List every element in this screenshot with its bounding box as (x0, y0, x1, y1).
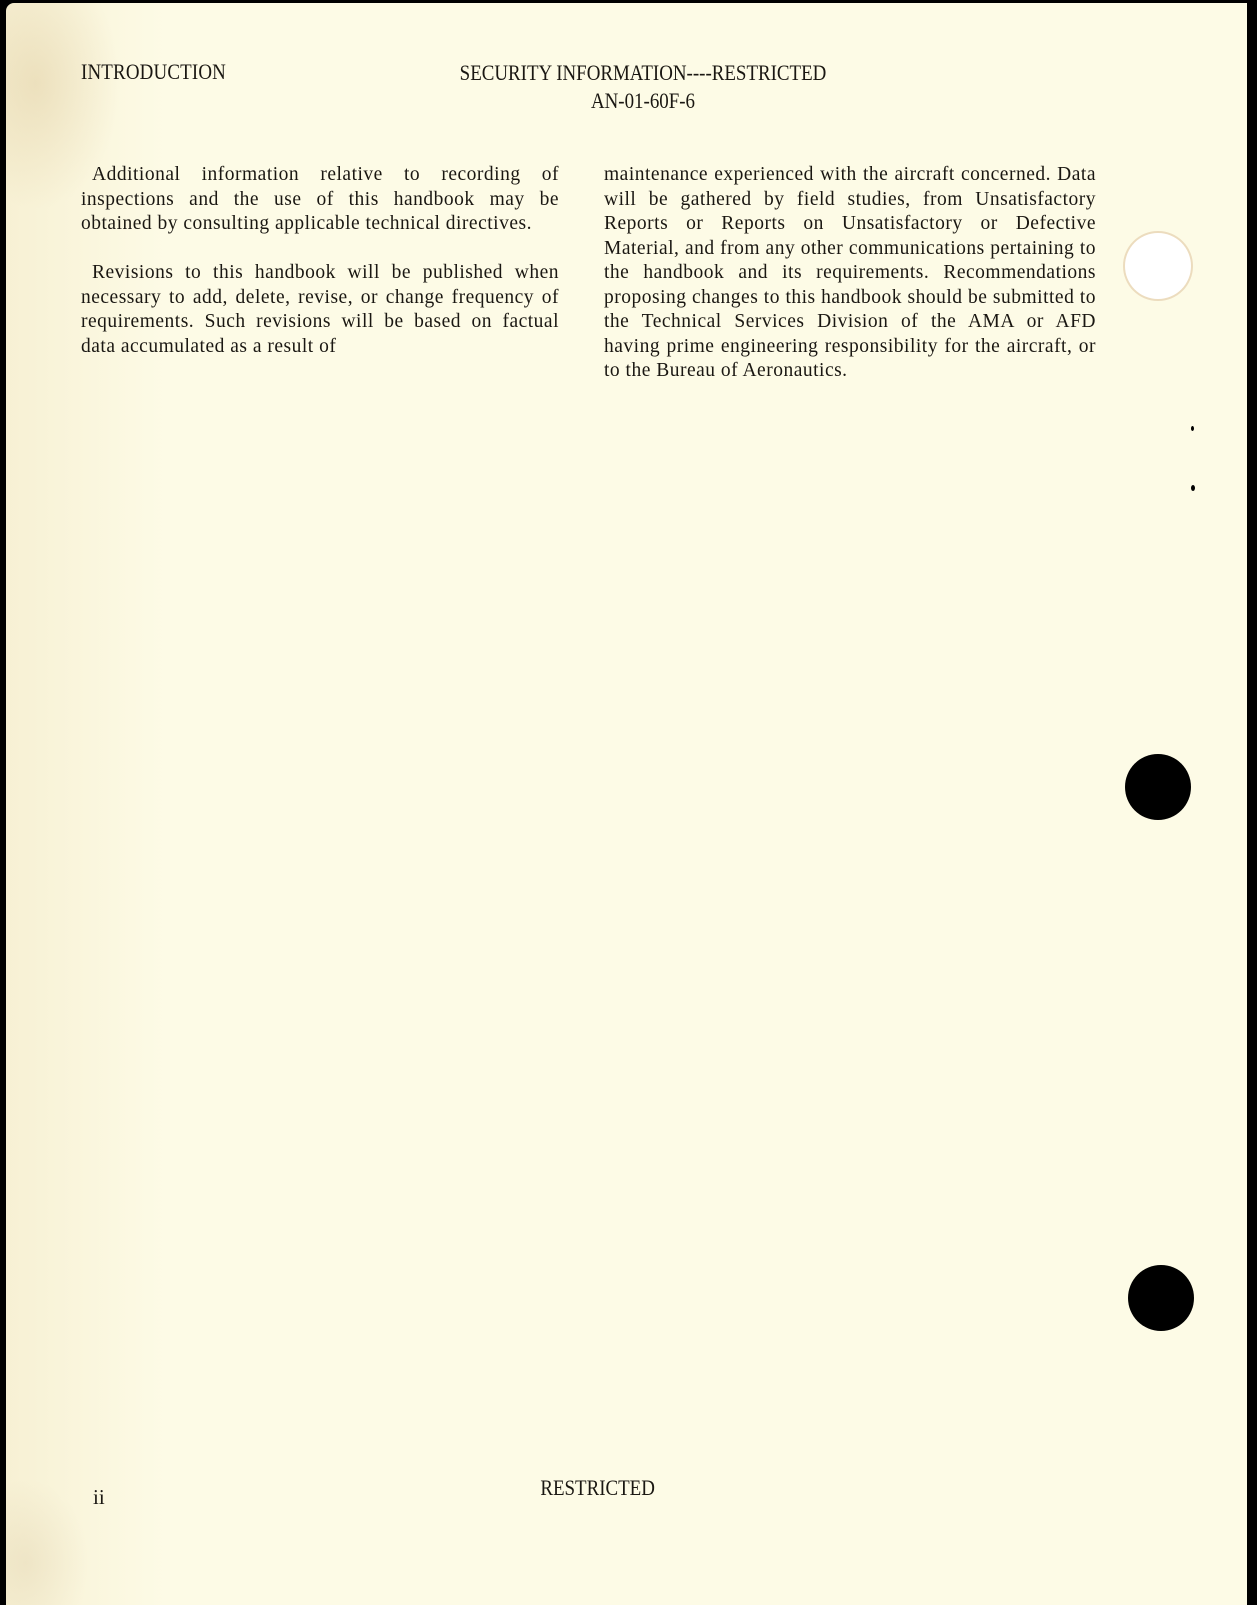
ink-speck (1191, 426, 1194, 431)
punch-hole-top (1125, 233, 1191, 299)
paragraph-revisions: Revisions to this handbook will be published when necessary to add, delete, revise, or change frequency of requirements. Such revisions will be based on factual data accumulated as a result of (81, 262, 559, 357)
paragraph-additional-information: Additional information relative to recording of inspections and the use of this handbook may be obtained by consulting applicable technical directives. (81, 164, 559, 234)
left-column (81, 163, 559, 384)
footer-classification-label: RESTRICTED (540, 1475, 656, 1500)
security-classification-header: SECURITY INFORMATION----RESTRICTED (459, 60, 827, 85)
right-column (604, 163, 1096, 408)
ink-speck (1191, 485, 1195, 491)
punch-hole-middle (1125, 754, 1191, 820)
page-number: ii (93, 1485, 105, 1509)
paragraph-revisions-continued: maintenance experienced with the aircraft concerned. Data will be gathered by field studies, from Unsatisfactory Reports or Reports on Unsatisfactory or Defective Material, and from any other communications pertaining to the handbook and its requirements. Recommendations proposing changes to this handbook should be submitted to the Technical Services Division of the AMA or AFD having prime engineering responsibility for the aircraft, or to the Bureau of Aeronautics. (604, 164, 1096, 381)
footer-classification (448, 1475, 748, 1501)
scan-edge-border (1247, 0, 1257, 1605)
punch-hole-bottom (1128, 1265, 1194, 1331)
page-header (343, 59, 943, 115)
document-page (6, 3, 1247, 1605)
section-title: INTRODUCTION (81, 59, 227, 84)
document-number: AN-01-60F-6 (590, 88, 696, 113)
